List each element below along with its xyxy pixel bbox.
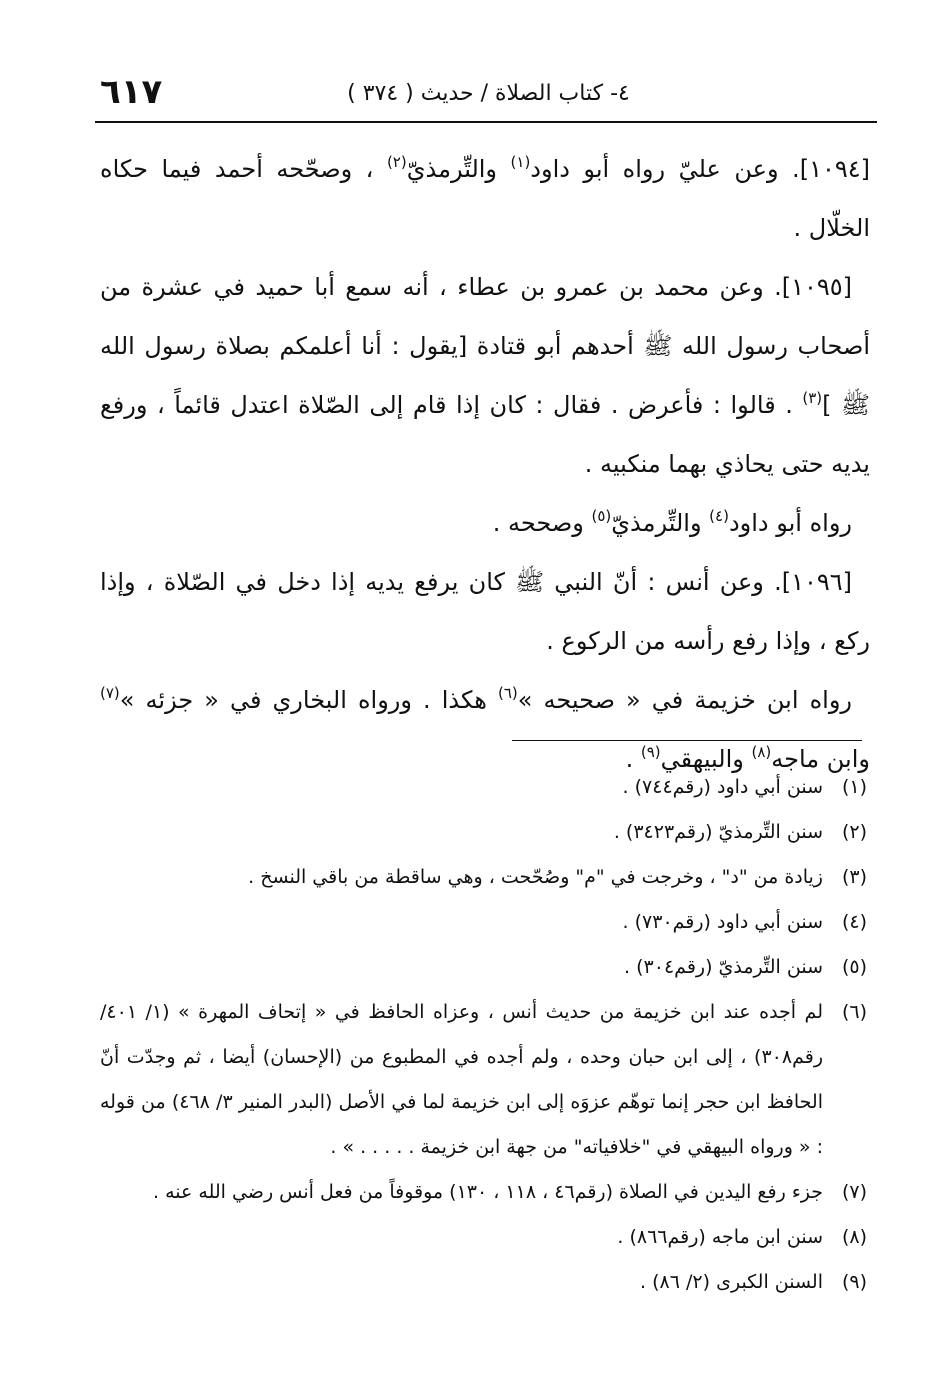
footnote-text: زيادة من "د" ، وخرجت في "م" وصُحّحت ، وهي ساقطة من باقي النسخ . (248, 866, 823, 888)
footnote-ref: (٣) (802, 389, 823, 407)
text-segment: وصححه . (492, 509, 592, 537)
text-segment: هكذا . ورواه البخاري في « جزئه » (119, 686, 498, 714)
main-text (100, 140, 870, 789)
footnote-number: (٨) (841, 1226, 867, 1248)
text-segment: وابن ماجه (771, 745, 870, 773)
running-title: ٤- كتاب الصلاة / حديث ( ٣٧٤ ) (347, 81, 630, 106)
footnote-text: جزء رفع اليدين في الصلاة (رقم٤٦ ، ١١٨ ، ١٣٠) موقوفاً من فعل أنس رضي الله عنه . (153, 1181, 823, 1203)
footnote-ref: (٢) (386, 153, 407, 171)
footnote-ref: (٩) (640, 743, 661, 761)
footnote-item (100, 765, 867, 810)
footnote-ref: (٦) (497, 684, 518, 702)
footnote-ref: (٤) (709, 507, 729, 525)
footnote-number: (١) (841, 776, 867, 798)
footnote-text: سنن التِّرمذيّ (رقم٣٤٢٣) . (613, 821, 823, 843)
footnote-number: (٢) (841, 821, 867, 843)
footnote-item (100, 1260, 867, 1305)
footnote-number: (٧) (841, 1181, 867, 1203)
footnote-item (100, 945, 867, 990)
footnote-text: سنن أبي داود (رقم٧٣٠) . (622, 911, 823, 933)
text-segment: [١٠٩٥]. وعن محمد بن عمرو بن عطاء ، أنه سمع أبا حميد في عشرة من أصحاب رسول الله ﷺ أحدهم أبو قتادة [يقول : أنا أعلمكم بصلاة رسول الله ﷺ ] (100, 273, 870, 419)
footnote-divider (512, 740, 862, 741)
footnote-item (100, 855, 867, 900)
footnote-ref: (٨) (751, 743, 772, 761)
footnote-number: (٥) (841, 956, 867, 978)
footnote-item (100, 990, 867, 1170)
text-segment: . قالوا : فأعرض . فقال : كان إذا قام إلى الصّلاة اعتدل قائماً ، ورفع يديه حتى يحاذي بهما منكبيه . (100, 391, 870, 478)
footnote-item (100, 1215, 867, 1260)
narration-note-1095 (100, 494, 870, 553)
text-segment: والتِّرمذيّ (406, 155, 511, 183)
hadith-1094 (100, 140, 870, 258)
text-segment: [١٠٩٤]. وعن عليّ رواه أبو داود (530, 155, 870, 183)
header-divider (95, 121, 877, 123)
page-header (100, 70, 877, 118)
text-segment: والبيهقي (660, 745, 752, 773)
footnote-item (100, 810, 867, 855)
page-number: ٦١٧ (100, 72, 163, 112)
text-segment: [١٠٩٦]. وعن أنس : أنّ النبي ﷺ كان يرفع يديه إذا دخل في الصّلاة ، وإذا ركع ، وإذا رفع رأسه من الركوع . (100, 568, 870, 655)
footnote-item (100, 1170, 867, 1215)
text-segment: رواه أبو داود (728, 509, 852, 537)
footnote-text: السنن الكبرى (٢/ ٨٦) . (640, 1271, 823, 1293)
footnote-number: (٦) (841, 1001, 867, 1023)
footnote-ref: (٥) (591, 507, 612, 525)
text-segment: والتِّرمذيّ (611, 509, 710, 537)
hadith-1095 (100, 258, 870, 494)
footnote-number: (٩) (841, 1271, 867, 1293)
footnote-text: لم أجده عند ابن خزيمة من حديث أنس ، وعزاه الحافظ في « إتحاف المهرة » (١/ ٤٠١/ رقم٣٠٨) ، إلى ابن حبان وحده ، ولم أجده في المطبوع من (الإحسان) أيضا ، ثم وجدّت أنّ الحافظ ابن حجر إنما توهّم عزوَه إلى ابن خزيمة لما في الأصل (البدر المنير ٣/ ٤٦٨) من قوله : « ورواه البيهقي في "خلافياته" من جهة ابن خزيمة . . . . . » . (100, 1001, 823, 1158)
footnote-text: سنن ابن ماجه (رقم٨٦٦) . (617, 1226, 823, 1248)
footnote-number: (٣) (841, 866, 867, 888)
footnote-ref: (٧) (100, 684, 120, 702)
text-segment: رواه ابن خزيمة في « صحيحه » (517, 686, 852, 714)
footnote-text: سنن أبي داود (رقم٧٤٤) . (622, 776, 823, 798)
text-segment: . (625, 745, 641, 773)
footnotes (100, 765, 867, 1305)
hadith-1096 (100, 553, 870, 671)
footnote-text: سنن التِّرمذيّ (رقم٣٠٤) . (624, 956, 823, 978)
footnote-item (100, 900, 867, 945)
footnote-ref: (١) (510, 153, 531, 171)
footnote-number: (٤) (841, 911, 867, 933)
text-segment: ، وصحّحه أحمد فيما حكاه الخلّال . (100, 155, 870, 242)
